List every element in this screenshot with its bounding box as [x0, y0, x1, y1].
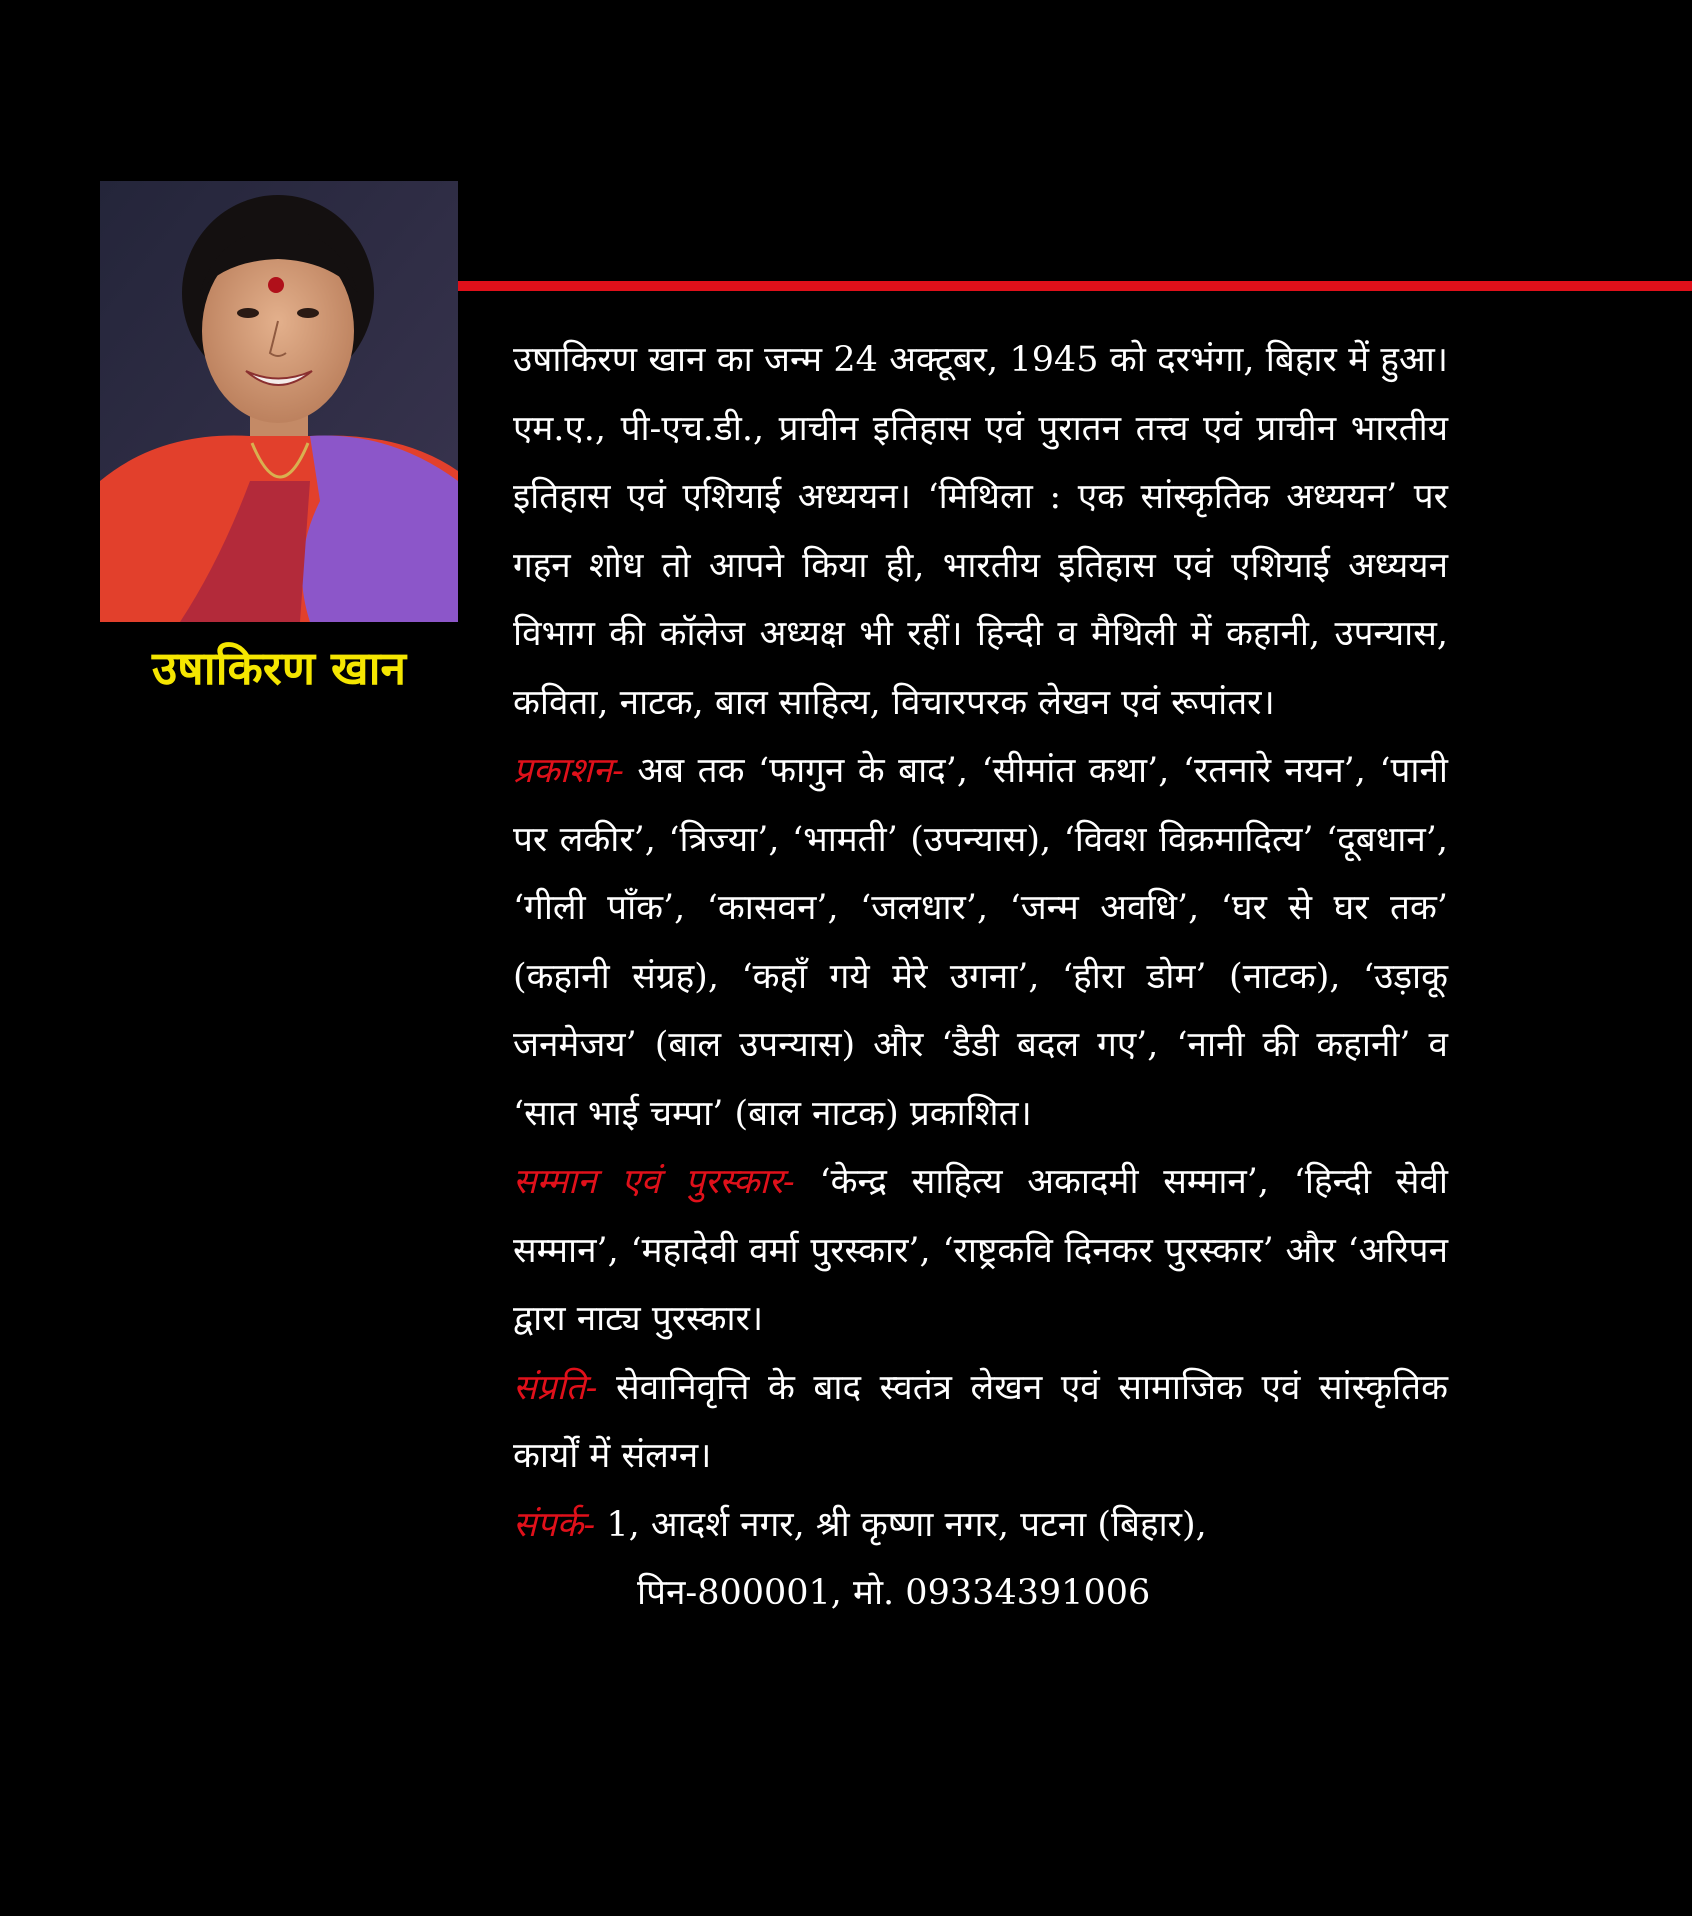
bio-current — [513, 1354, 1448, 1491]
contact-pin-phone: पिन-800001, मो. 09334391006 — [637, 1573, 1151, 1613]
bio-intro: उषाकिरण खान का जन्म 24 अक्टूबर, 1945 को दरभंगा, बिहार में हुआ। एम.ए., पी-एच.डी., प्राचीन इतिहास एवं पुरातन तत्त्व एवं प्राचीन भारतीय इतिहास एवं एशियाई अध्ययन। ‘मिथिला : एक सांस्कृतिक अध्ययन’ पर गहन शोध तो आपने किया ही, भारतीय इतिहास एवं एशियाई अध्ययन विभाग की कॉलेज अध्यक्ष भी रहीं। हिन्दी व मैथिली में कहानी, उपन्यास, कविता, नाटक, बाल साहित्य, विचारपरक लेखन एवं रूपांतर। — [513, 340, 1448, 723]
author-biography — [513, 326, 1448, 1628]
publications-label: प्रकाशन- — [513, 751, 624, 791]
bio-awards — [513, 1148, 1448, 1354]
author-name: उषाकिरण खान — [151, 641, 407, 695]
contact-label: संपर्क- — [513, 1504, 596, 1545]
contact-address: 1, आदर्श नगर, श्री कृष्णा नगर, पटना (बिहार), — [595, 1504, 1207, 1545]
bio-contact — [513, 1491, 1448, 1560]
awards-label: सम्मान एवं पुरस्कार- — [513, 1162, 795, 1202]
bio-publications — [513, 737, 1448, 1148]
current-label: संप्रति- — [513, 1367, 598, 1408]
publications-text: अब तक ‘फागुन के बाद’, ‘सीमांत कथा’, ‘रतनारे नयन’, ‘पानी पर लकीर’, ‘त्रिज्या’, ‘भामती’ (उपन्यास), ‘विवश विक्रमादित्य’ ‘दूबधान’, ‘गीली पाँक’, ‘कासवन’, ‘जलधार’, ‘जन्म अवधि’, ‘घर से घर तक’ (कहानी संग्रह), ‘कहाँ गये मेरे उगना’, ‘हीरा डोम’ (नाटक), ‘उड़ाकू जनमेजय’ (बाल उपन्यास) और ‘डैडी बदल गए’, ‘नानी की कहानी’ व ‘सात भाई चम्पा’ (बाल नाटक) प्रकाशित। — [513, 751, 1448, 1134]
awards-text: ‘केन्द्र साहित्य अकादमी सम्मान’, ‘हिन्दी सेवी सम्मान’, ‘महादेवी वर्मा पुरस्कार’, ‘राष्ट्रकवि दिनकर पुरस्कार’ और ‘अरिपन द्वारा नाट्य पुरस्कार। — [513, 1162, 1448, 1339]
author-photo — [100, 181, 458, 622]
red-divider-rule — [458, 281, 1692, 291]
current-text: सेवानिवृत्ति के बाद स्वतंत्र लेखन एवं सामाजिक एवं सांस्कृतिक कार्यों में संलग्न। — [513, 1367, 1448, 1476]
